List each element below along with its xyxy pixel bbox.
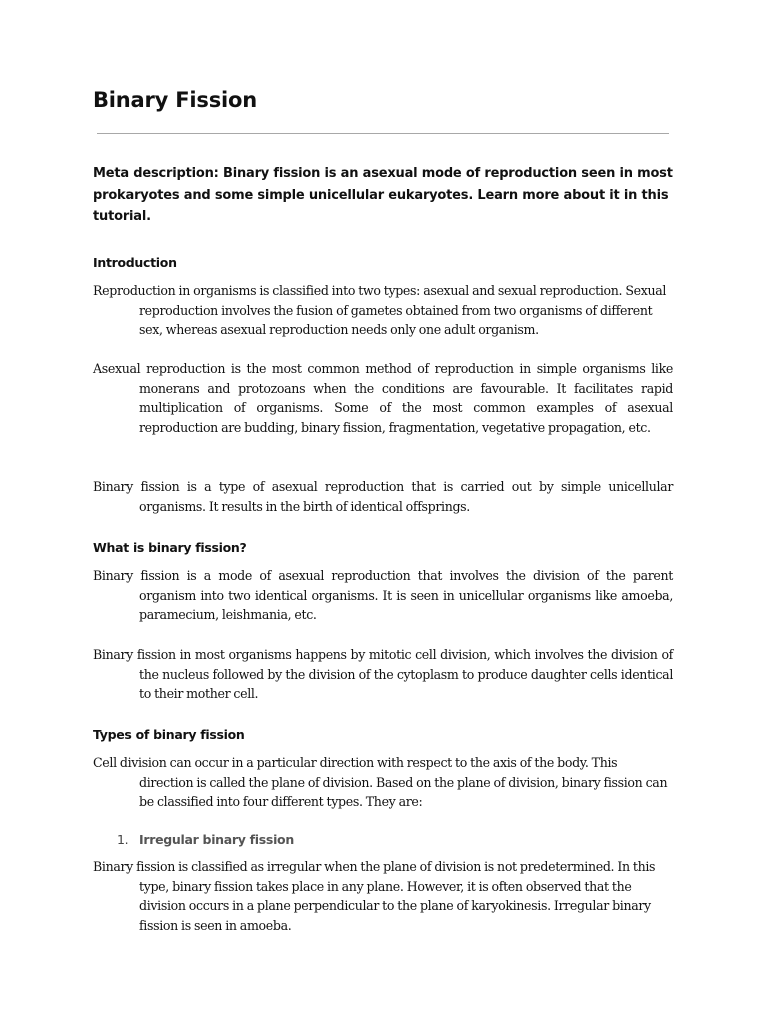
title-divider xyxy=(97,133,669,134)
what-is-paragraph-2: Binary fission in most organisms happens by mitotic cell division, which involves the division of the nucleus followed by the division of the cytoplasm to produce daughter cells identical to their mother cell. xyxy=(93,647,673,702)
meta-description: Meta description: Binary fission is an asexual mode of reproduction seen in most prokaryotes and some simple unicellular eukaryotes. Learn more about it in this tutorial. xyxy=(93,166,673,224)
introduction-heading: Introduction xyxy=(93,255,177,270)
irregular-paragraph: Binary fission is classified as irregular when the plane of division is not predetermined. In this type, binary fission takes place in any plane. However, it is often observed that the division occurs in a plane perpendicular to the plane of karyokinesis. Irregular binary fission is seen in amoeba. xyxy=(93,859,656,933)
what-is-heading: What is binary fission? xyxy=(93,540,247,555)
what-is-paragraph-1: Binary fission is a mode of asexual reproduction that involves the division of the parent organism into two identical organisms. It is seen in unicellular organisms like amoeba, paramecium, leishmania, etc. xyxy=(93,568,673,623)
intro-paragraph-3: Binary fission is a type of asexual reproduction that is carried out by simple unicellular organisms. It results in the birth of identical offsprings. xyxy=(93,479,673,514)
list-item xyxy=(117,832,294,847)
types-paragraph-1: Cell division can occur in a particular direction with respect to the axis of the body. This direction is called the plane of division. Based on the plane of division, binary fission can be classified into four different types. They are: xyxy=(93,755,668,810)
intro-paragraph-2: Asexual reproduction is the most common method of reproduction in simple organisms like monerans and protozoans when the conditions are favourable. It facilitates rapid multiplication of organisms. Some of the most common examples of asexual reproduction are budding, binary fission, fragmentation, vegetative propagation, etc. xyxy=(93,361,673,435)
list-item-number: 1. xyxy=(117,832,129,847)
list-item-label: Irregular binary fission xyxy=(139,832,294,847)
intro-paragraph-1: Reproduction in organisms is classified into two types: asexual and sexual reproduction. Sexual reproduction involves the fusion of gametes obtained from two organisms of different sex, whereas asexual reproduction needs only one adult organism. xyxy=(93,283,667,338)
types-heading: Types of binary fission xyxy=(93,727,245,742)
document-title: Binary Fission xyxy=(93,88,258,112)
